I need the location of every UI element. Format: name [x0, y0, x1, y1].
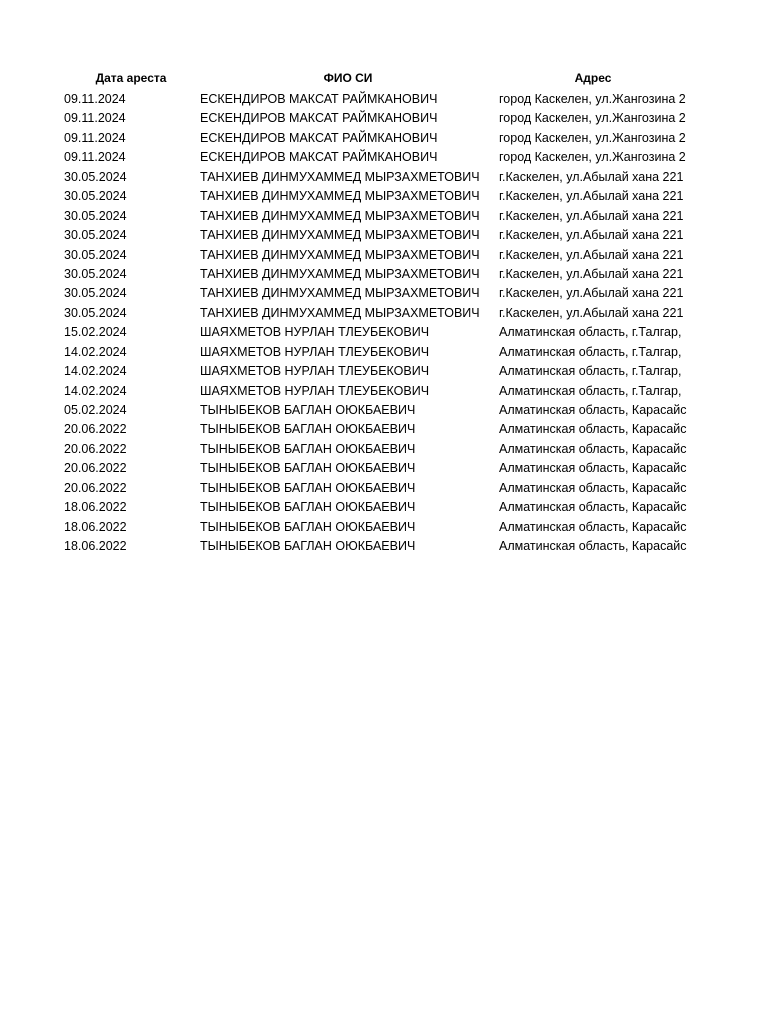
arrest-date-cell: 30.05.2024 — [64, 228, 127, 243]
table-row — [0, 246, 768, 265]
full-name-cell: ТАНХИЕВ ДИНМУХАММЕД МЫРЗАХМЕТОВИЧ — [200, 208, 480, 223]
arrest-date-cell: 18.06.2022 — [64, 500, 127, 515]
arrest-date-cell: 20.06.2022 — [64, 441, 127, 456]
address-cell: г.Каскелен, ул.Абылай хана 221 — [499, 247, 684, 262]
table-row — [0, 148, 768, 167]
table-header — [0, 68, 768, 88]
table-row — [0, 226, 768, 245]
full-name-cell: ТЫНЫБЕКОВ БАГЛАН ОЮКБАЕВИЧ — [200, 422, 416, 437]
address-cell: город Каскелен, ул.Жангозина 2 — [499, 130, 686, 145]
full-name-cell: ЕСКЕНДИРОВ МАКСАТ РАЙМКАНОВИЧ — [200, 92, 438, 106]
arrest-date-cell: 15.02.2024 — [64, 325, 127, 340]
full-name-cell: ШАЯХМЕТОВ НУРЛАН ТЛЕУБЕКОВИЧ — [200, 344, 430, 359]
table-row — [0, 187, 768, 206]
full-name-cell: ЕСКЕНДИРОВ МАКСАТ РАЙМКАНОВИЧ — [200, 130, 438, 145]
table-row — [0, 479, 768, 498]
table-row — [0, 90, 768, 109]
arrest-date-cell: 30.05.2024 — [64, 305, 127, 320]
full-name-cell: ШАЯХМЕТОВ НУРЛАН ТЛЕУБЕКОВИЧ — [200, 383, 430, 398]
full-name-cell: ТАНХИЕВ ДИНМУХАММЕД МЫРЗАХМЕТОВИЧ — [200, 247, 480, 262]
header-address: Адрес — [574, 71, 612, 85]
address-cell: город Каскелен, ул.Жангозина 2 — [499, 92, 686, 106]
full-name-cell: ТЫНЫБЕКОВ БАГЛАН ОЮКБАЕВИЧ — [200, 500, 416, 515]
full-name-cell: ТЫНЫБЕКОВ БАГЛАН ОЮКБАЕВИЧ — [200, 461, 416, 476]
address-cell: Алматинская область, г.Талгар, — [499, 344, 682, 359]
full-name-cell: ЕСКЕНДИРОВ МАКСАТ РАЙМКАНОВИЧ — [200, 111, 438, 126]
address-cell: Алматинская область, Карасайс — [499, 403, 687, 417]
arrest-date-cell: 18.06.2022 — [64, 539, 127, 554]
address-cell: Алматинская область, Карасайс — [499, 519, 687, 534]
full-name-cell: ТЫНЫБЕКОВ БАГЛАН ОЮКБАЕВИЧ — [200, 441, 416, 456]
table-row — [0, 129, 768, 148]
table-row — [0, 362, 768, 381]
header-arrest-date: Дата ареста — [95, 71, 167, 85]
address-cell: Алматинская область, Карасайс — [499, 461, 687, 476]
address-cell: Алматинская область, Карасайс — [499, 441, 687, 456]
table-row — [0, 284, 768, 303]
full-name-cell: ШАЯХМЕТОВ НУРЛАН ТЛЕУБЕКОВИЧ — [200, 364, 430, 379]
arrest-date-cell: 30.05.2024 — [64, 266, 127, 281]
table-row — [0, 537, 768, 556]
full-name-cell: ТАНХИЕВ ДИНМУХАММЕД МЫРЗАХМЕТОВИЧ — [200, 266, 480, 281]
arrest-date-cell: 30.05.2024 — [64, 208, 127, 223]
address-cell: город Каскелен, ул.Жангозина 2 — [499, 111, 686, 126]
arrest-date-cell: 20.06.2022 — [64, 480, 127, 495]
full-name-cell: ТАНХИЕВ ДИНМУХАММЕД МЫРЗАХМЕТОВИЧ — [200, 305, 480, 320]
arrest-date-cell: 30.05.2024 — [64, 286, 127, 301]
table-row — [0, 440, 768, 459]
full-name-cell: ТЫНЫБЕКОВ БАГЛАН ОЮКБАЕВИЧ — [200, 519, 416, 534]
address-cell: г.Каскелен, ул.Абылай хана 221 — [499, 266, 684, 281]
full-name-cell: ТЫНЫБЕКОВ БАГЛАН ОЮКБАЕВИЧ — [200, 403, 416, 417]
address-cell: г.Каскелен, ул.Абылай хана 221 — [499, 208, 684, 223]
arrest-date-cell: 20.06.2022 — [64, 422, 127, 437]
arrest-date-cell: 20.06.2022 — [64, 461, 127, 476]
arrest-date-cell: 09.11.2024 — [64, 130, 126, 145]
arrest-date-cell: 30.05.2024 — [64, 247, 127, 262]
full-name-cell: ТАНХИЕВ ДИНМУХАММЕД МЫРЗАХМЕТОВИЧ — [200, 228, 480, 243]
table-row — [0, 168, 768, 187]
arrest-date-cell: 14.02.2024 — [64, 383, 127, 398]
full-name-cell: ТАНХИЕВ ДИНМУХАММЕД МЫРЗАХМЕТОВИЧ — [200, 169, 480, 184]
table-row — [0, 382, 768, 401]
arrest-date-cell: 14.02.2024 — [64, 364, 127, 379]
arrest-date-cell: 09.11.2024 — [64, 92, 126, 106]
address-cell: г.Каскелен, ул.Абылай хана 221 — [499, 228, 684, 243]
table-row — [0, 304, 768, 323]
table-row — [0, 109, 768, 128]
arrest-date-cell: 09.11.2024 — [64, 150, 126, 165]
table-row — [0, 518, 768, 537]
arrest-date-cell: 30.05.2024 — [64, 189, 127, 204]
address-cell: город Каскелен, ул.Жангозина 2 — [499, 150, 686, 165]
address-cell: Алматинская область, Карасайс — [499, 480, 687, 495]
address-cell: г.Каскелен, ул.Абылай хана 221 — [499, 189, 684, 204]
table-row — [0, 401, 768, 420]
table-row — [0, 459, 768, 478]
address-cell: Алматинская область, г.Талгар, — [499, 325, 682, 340]
table-row — [0, 207, 768, 226]
arrest-date-cell: 14.02.2024 — [64, 344, 127, 359]
full-name-cell: ЕСКЕНДИРОВ МАКСАТ РАЙМКАНОВИЧ — [200, 150, 438, 165]
address-cell: Алматинская область, Карасайс — [499, 539, 687, 554]
full-name-cell: ТЫНЫБЕКОВ БАГЛАН ОЮКБАЕВИЧ — [200, 539, 416, 554]
address-cell: Алматинская область, г.Талгар, — [499, 383, 682, 398]
table-row — [0, 265, 768, 284]
arrest-date-cell: 30.05.2024 — [64, 169, 127, 184]
full-name-cell: ТАНХИЕВ ДИНМУХАММЕД МЫРЗАХМЕТОВИЧ — [200, 189, 480, 204]
arrest-date-cell: 05.02.2024 — [64, 403, 127, 417]
table-row — [0, 498, 768, 517]
table-row — [0, 343, 768, 362]
table-row — [0, 420, 768, 439]
table-body — [0, 90, 768, 557]
arrest-date-cell: 18.06.2022 — [64, 519, 127, 534]
address-cell: г.Каскелен, ул.Абылай хана 221 — [499, 305, 684, 320]
address-cell: г.Каскелен, ул.Абылай хана 221 — [499, 286, 684, 301]
address-cell: Алматинская область, Карасайс — [499, 422, 687, 437]
table-row — [0, 323, 768, 342]
address-cell: Алматинская область, Карасайс — [499, 500, 687, 515]
address-cell: г.Каскелен, ул.Абылай хана 221 — [499, 169, 684, 184]
full-name-cell: ТАНХИЕВ ДИНМУХАММЕД МЫРЗАХМЕТОВИЧ — [200, 286, 480, 301]
header-full-name: ФИО СИ — [323, 71, 373, 85]
full-name-cell: ШАЯХМЕТОВ НУРЛАН ТЛЕУБЕКОВИЧ — [200, 325, 430, 340]
full-name-cell: ТЫНЫБЕКОВ БАГЛАН ОЮКБАЕВИЧ — [200, 480, 416, 495]
address-cell: Алматинская область, г.Талгар, — [499, 364, 682, 379]
arrest-date-cell: 09.11.2024 — [64, 111, 126, 126]
